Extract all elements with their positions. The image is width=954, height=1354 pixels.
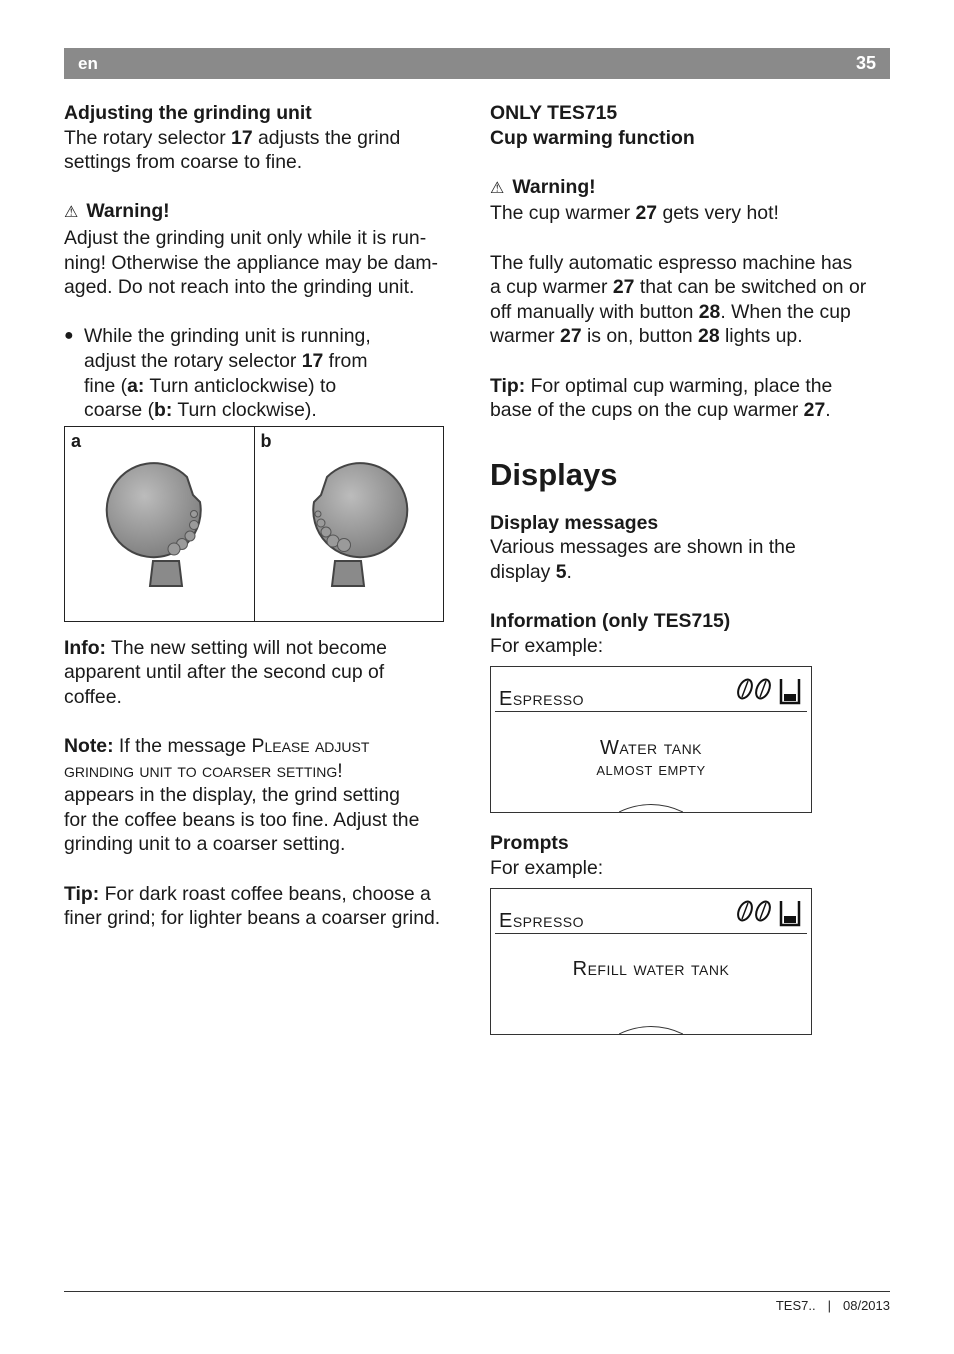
cup-tip-paragraph: Tip: For optimal cup warming, place the [490,374,833,397]
figure-label-b: b [260,430,272,451]
bullet-item: ● While the grinding unit is running, adjust the rotary selector 17 from fine (a: Turn anticlockwise) to coarse (b: Turn clockwise). [64,325,371,422]
right-column: ONLY TES715 Cup warming function ⚠ Warning! The cup warmer 27 gets very hot! The fully automatic espresso machine has a cup warmer 27 that can be switched on or off manually with button 28. When the cup warmer 27 is on, button 28 lights up. Tip: For optimal cup warming, place the base of the cups on the cup warmer 27. Displays Display messages Various messages are shown in the display 5. Information (only TES715) For example: Espresso Water tank almost empty Prompts For example: Espresso Refill water tank [490,101,890,1035]
rotary-selector-figure [64,426,444,622]
strength-and-cup-icon [733,897,805,929]
display-beverage: Espresso [499,688,585,711]
footer-model: TES7.. [775,1298,816,1313]
grinding-heading: Adjusting the grinding unit [64,102,312,124]
display-prompt [490,888,812,1035]
header-bar [64,48,890,79]
display-message-line-1: Water tank [599,737,703,760]
display-message-line-2: almost empty [596,759,706,780]
warning-heading: ⚠ Warning! [490,175,596,198]
warning-line-3: aged. Do not reach into the grinding unit. [64,276,415,299]
display-bottom-tab [619,803,683,813]
info-paragraph: Info: The new setting will not become [64,636,387,659]
displays-heading: Displays [490,456,618,492]
warning-triangle-icon: ⚠ [490,179,505,197]
grinding-intro: The rotary selector 17 adjusts the grind settings from coarse to fine. [64,126,401,174]
model-heading: ONLY TES715 [490,102,618,124]
tip-paragraph: Tip: For dark roast coffee beans, choose a [64,882,431,905]
figure-panel-a [65,427,254,621]
cup-warming-heading: Cup warming function [490,126,695,149]
display-message-line-1: Refill water tank [572,958,730,981]
strength-and-cup-icon [733,675,805,707]
rotary-dial-fine-icon [95,457,225,592]
note-paragraph: Note: If the message Please adjust [64,735,370,758]
rotary-dial-coarse-icon [285,457,415,592]
warning-heading: ⚠ Warning! [64,200,170,223]
footer [776,1298,890,1313]
display-header [495,675,807,712]
display-information [490,666,812,813]
information-heading: Information (only TES715) [490,610,731,633]
prompts-heading: Prompts [490,832,569,855]
display-bottom-tab [619,1025,683,1035]
language-label: en [78,54,98,73]
footer-separator: | [827,1298,831,1313]
display-header [495,897,807,934]
figure-label-a: a [71,430,82,451]
warning-triangle-icon: ⚠ [64,204,79,222]
cup-warning-text: The cup warmer 27 gets very hot! [490,202,779,225]
warning-line-2: ning! Otherwise the appliance may be dam- [64,251,439,274]
display-messages-heading: Display messages [490,511,659,534]
warning-line-1: Adjust the grinding unit only while it is run- [64,226,427,249]
page-number: 35 [855,53,876,73]
footer-date: 08/2013 [843,1298,890,1313]
bullet-dot-icon: ● [64,327,74,345]
display-beverage: Espresso [499,910,585,933]
left-column: Adjusting the grinding unit The rotary selector 17 adjusts the grind settings from coarse to fine. ⚠ Warning! Adjust the grinding unit only while it is run- ning! Otherwise the appliance may be dam- aged. Do not reach into the grinding unit. ● While the grinding unit is running, adjust the rotary selector 17 from fine (a: Turn anticlockwise) to coarse (b: Turn clockwise). a b Info: The new setting will not become apparent until after the second cup of coffee. Note: If the message Please adjust grinding unit to coarser setting! appears in the display, the grind setting for the coffee beans is too fine. Adjust the grinding unit to a coarser setting. Tip: For dark roast coffee beans, choose a finer grind; for lighter beans a coarser grind. [64,101,464,931]
footer-divider [64,1291,890,1292]
figure-panel-b [254,427,444,621]
